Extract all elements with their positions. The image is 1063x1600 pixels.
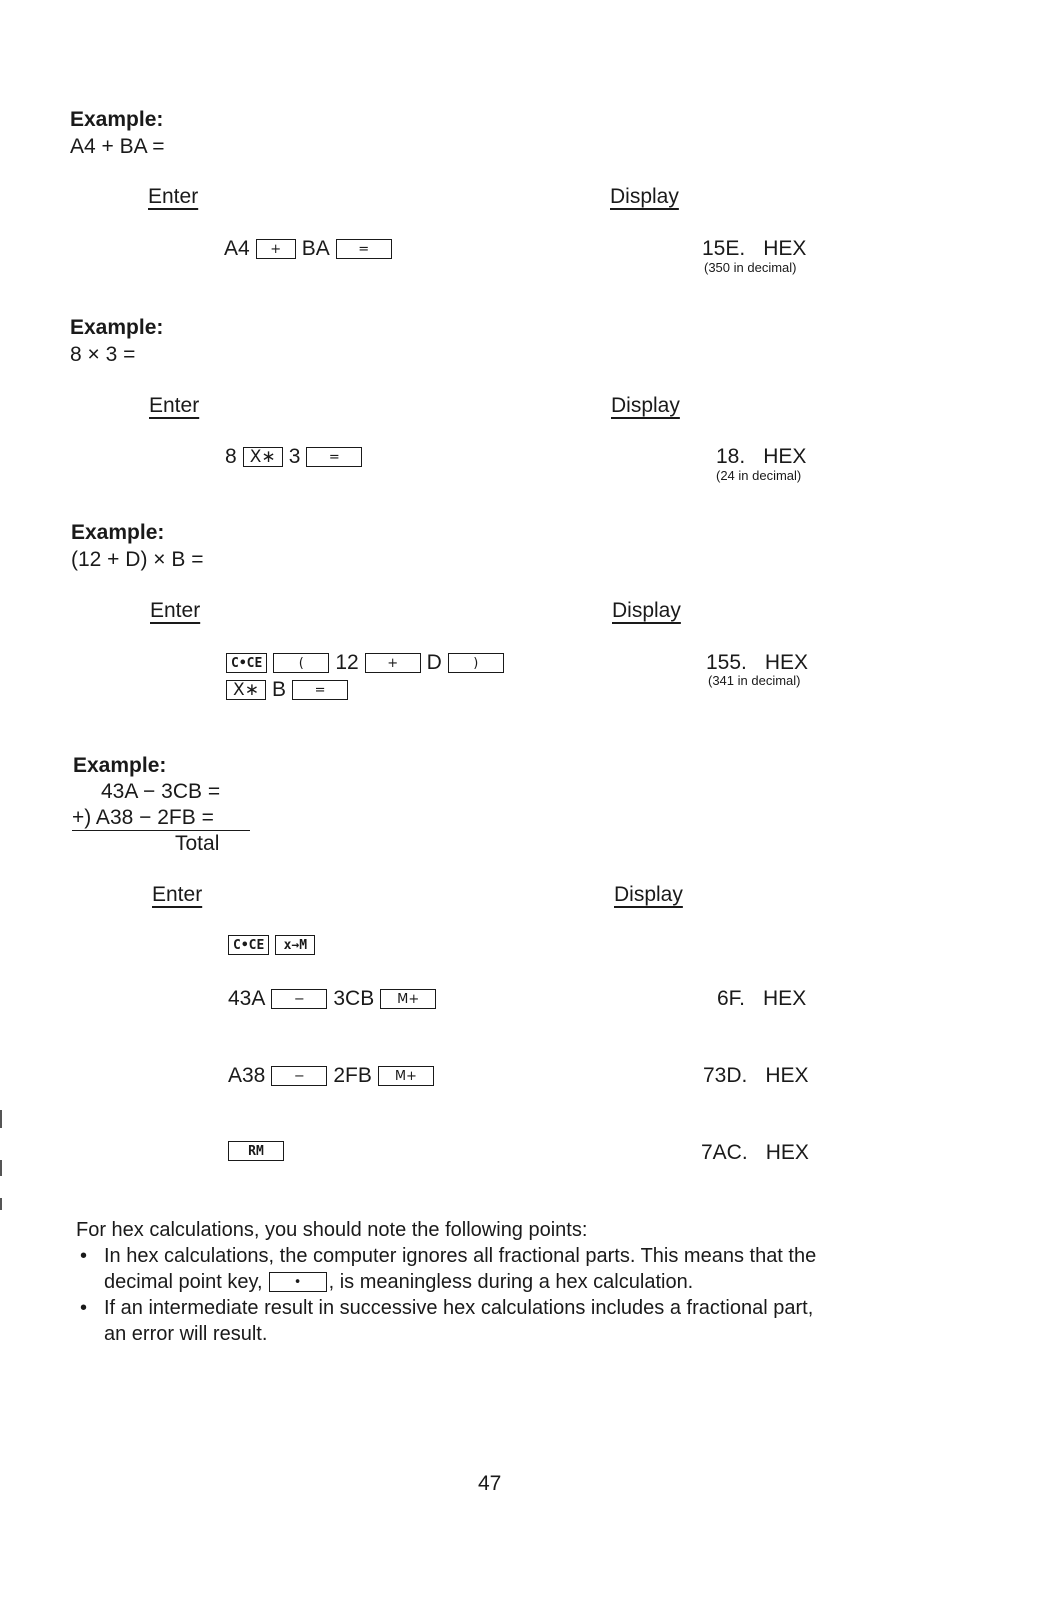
display-heading: Display <box>612 599 681 622</box>
enter-heading: Enter <box>152 883 203 906</box>
result-value: 6F. <box>717 987 746 1010</box>
plus-key: + <box>256 239 296 259</box>
equals-key: = <box>306 447 362 467</box>
result-value: 155. <box>706 651 747 674</box>
decimal-note: (24 in decimal) <box>716 468 802 483</box>
multiply-key: X∗ <box>243 447 283 467</box>
page-number: 47 <box>478 1472 502 1495</box>
example-title: Example: <box>71 521 165 544</box>
key-sequence <box>228 1141 284 1161</box>
key-sequence <box>228 987 436 1011</box>
equals-key: = <box>292 680 348 700</box>
expression-text: +) A38 − 2FB = <box>72 806 214 829</box>
example-title: Example: <box>70 316 164 339</box>
result-unit: HEX <box>765 1141 809 1164</box>
note-item <box>104 1243 976 1295</box>
result-unit: HEX <box>764 651 809 674</box>
note-text: decimal point key, <box>104 1271 263 1293</box>
result-unit: HEX <box>763 445 807 468</box>
example-title: Example: <box>73 754 167 777</box>
example-expression-line: 43A − 3CB = <box>101 780 221 803</box>
display-result <box>717 987 806 1011</box>
decimal-note: (350 in decimal) <box>704 260 797 275</box>
operand: 2FB <box>333 1064 372 1087</box>
clear-key: C•CE <box>228 935 269 955</box>
operand: 8 <box>225 445 237 468</box>
operand: 3 <box>288 445 301 468</box>
margin-mark <box>0 1198 2 1210</box>
display-heading: Display <box>611 394 680 417</box>
note-text: , is meaningless during a hex calculation. <box>328 1271 694 1293</box>
minus-key: − <box>271 989 327 1009</box>
result-value: 73D. <box>703 1064 748 1087</box>
display-heading: Display <box>614 883 683 906</box>
hex-notes <box>76 1217 976 1347</box>
note-line <box>104 1269 976 1295</box>
memory-recall-key: RM <box>228 1141 284 1161</box>
key-sequence <box>226 678 348 702</box>
multiply-key: X∗ <box>226 680 266 700</box>
clear-key: C•CE <box>226 653 267 673</box>
memory-plus-key: M+ <box>380 989 436 1009</box>
example-expression: A4 + BA = <box>70 135 165 158</box>
notes-intro: For hex calculations, you should note the following points: <box>76 1219 588 1241</box>
display-heading: Display <box>610 185 679 208</box>
key-sequence <box>228 1064 434 1088</box>
display-result <box>706 651 808 675</box>
note-line: • If an intermediate result in successive hex calculations includes a fractional part, <box>104 1297 814 1319</box>
memory-plus-key: M+ <box>378 1066 434 1086</box>
example-expression-line <box>72 806 250 831</box>
operand: 12 <box>335 651 359 674</box>
note-item <box>104 1295 976 1347</box>
enter-heading: Enter <box>149 394 200 417</box>
decimal-point-key: • <box>269 1272 327 1292</box>
key-sequence <box>225 445 362 469</box>
note-line: an error will result. <box>104 1323 268 1345</box>
margin-mark <box>0 1160 2 1176</box>
example-expression: 8 × 3 = <box>70 343 136 366</box>
minus-key: − <box>271 1066 327 1086</box>
result-value: 18. <box>716 445 746 468</box>
operand: B <box>272 678 287 701</box>
example-title: Example: <box>70 108 164 131</box>
display-result <box>716 445 806 469</box>
key-sequence <box>226 651 504 675</box>
notes-list <box>76 1243 976 1347</box>
example-expression: (12 + D) × B = <box>71 548 204 571</box>
operand: A38 <box>228 1064 266 1087</box>
display-result <box>703 1064 809 1088</box>
plus-key: + <box>365 653 421 673</box>
operand: D <box>426 651 442 674</box>
result-value: 15E. <box>702 237 746 260</box>
result-unit: HEX <box>765 1064 809 1087</box>
display-result <box>701 1141 809 1165</box>
note-line: • In hex calculations, the computer ignores all fractional parts. This means that the <box>104 1245 817 1267</box>
memory-in-key: x→M <box>275 935 315 955</box>
enter-heading: Enter <box>148 185 199 208</box>
result-unit: HEX <box>763 237 807 260</box>
total-label: Total <box>175 832 220 855</box>
operand: 43A <box>228 987 266 1010</box>
key-sequence <box>228 935 315 955</box>
equals-key: = <box>336 239 392 259</box>
open-paren-key: ( <box>273 653 329 673</box>
key-sequence <box>224 237 392 261</box>
decimal-note: (341 in decimal) <box>708 673 801 688</box>
display-result <box>702 237 806 261</box>
operand: BA <box>301 237 330 260</box>
close-paren-key: ) <box>448 653 504 673</box>
operand: A4 <box>224 237 250 260</box>
margin-mark <box>0 1110 2 1128</box>
result-unit: HEX <box>763 987 807 1010</box>
result-value: 7AC. <box>701 1141 748 1164</box>
enter-heading: Enter <box>150 599 201 622</box>
operand: 3CB <box>333 987 375 1010</box>
